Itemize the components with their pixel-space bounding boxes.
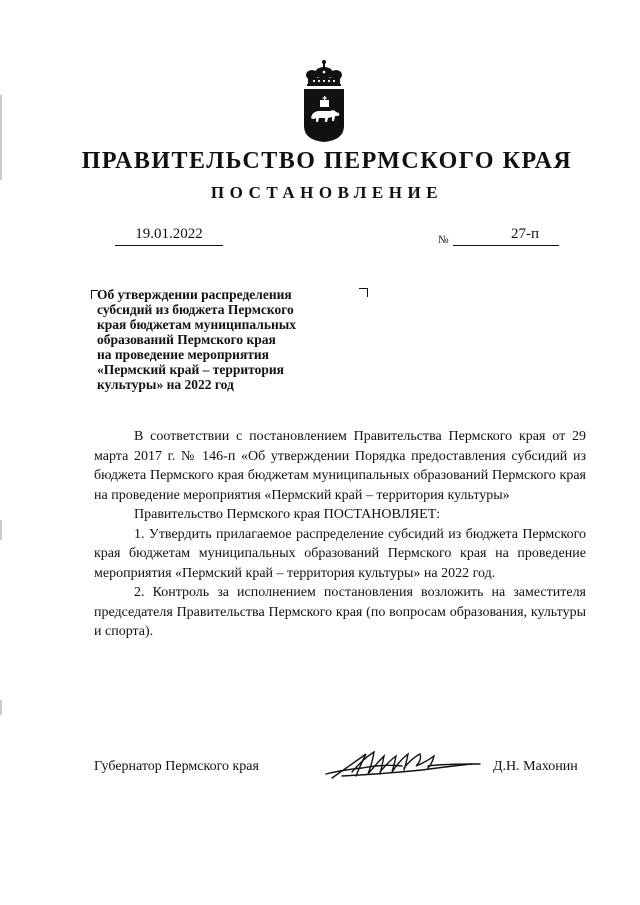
document-subject <box>97 287 342 392</box>
signatory-name: Д.Н. Махонин <box>493 759 578 774</box>
subject-line: на проведение мероприятия <box>97 347 269 362</box>
paragraph-preamble: В соответствии с постановлением Правительства Пермского края от 29 марта 2017 г. № 146-п «Об утверждении Порядка предоставления субсидий из бюджета Пермского края бюджетам муниципальных образований Пермского края на проведение мероприятия «Пермский край – территория культуры» <box>94 429 586 503</box>
subject-corner-right-mark <box>359 288 368 297</box>
subject-line: субсидий из бюджета Пермского <box>97 302 294 317</box>
document-number: 27-п <box>453 226 559 246</box>
subject-line: образований Пермского края <box>97 332 276 347</box>
number-label: № <box>438 234 449 246</box>
subject-line: края бюджетам муниципальных <box>97 317 297 332</box>
government-title: ПРАВИТЕЛЬСТВО ПЕРМСКОГО КРАЯ <box>81 148 573 174</box>
document-date: 19.01.2022 <box>115 226 223 246</box>
subject-line: Об утверждении распределения <box>97 287 292 302</box>
paragraph-resolves: Правительство Пермского края ПОСТАНОВЛЯЕТ: <box>134 507 441 522</box>
paragraph-item-2: 2. Контроль за исполнением постановления возложить на заместителя председателя Правительства Пермского края (по вопросам образования, культуры и спорта). <box>94 585 586 639</box>
perm-krai-coat-of-arms-icon <box>298 58 350 144</box>
handwritten-signature <box>322 744 482 784</box>
document-type: ПОСТАНОВЛЕНИЕ <box>210 183 444 202</box>
signatory-position: Губернатор Пермского края <box>94 759 259 774</box>
subject-line: культуры» на 2022 год <box>97 377 234 392</box>
paragraph-item-1: 1. Утвердить прилагаемое распределение субсидий из бюджета Пермского края бюджетам муниципальных образований Пермского края на проведение мероприятия «Пермский край – территория культуры» на 2022 год. <box>94 526 586 581</box>
document-body <box>94 427 586 642</box>
scan-margin-marks <box>0 0 6 905</box>
subject-line: «Пермский край – территория <box>97 362 284 377</box>
